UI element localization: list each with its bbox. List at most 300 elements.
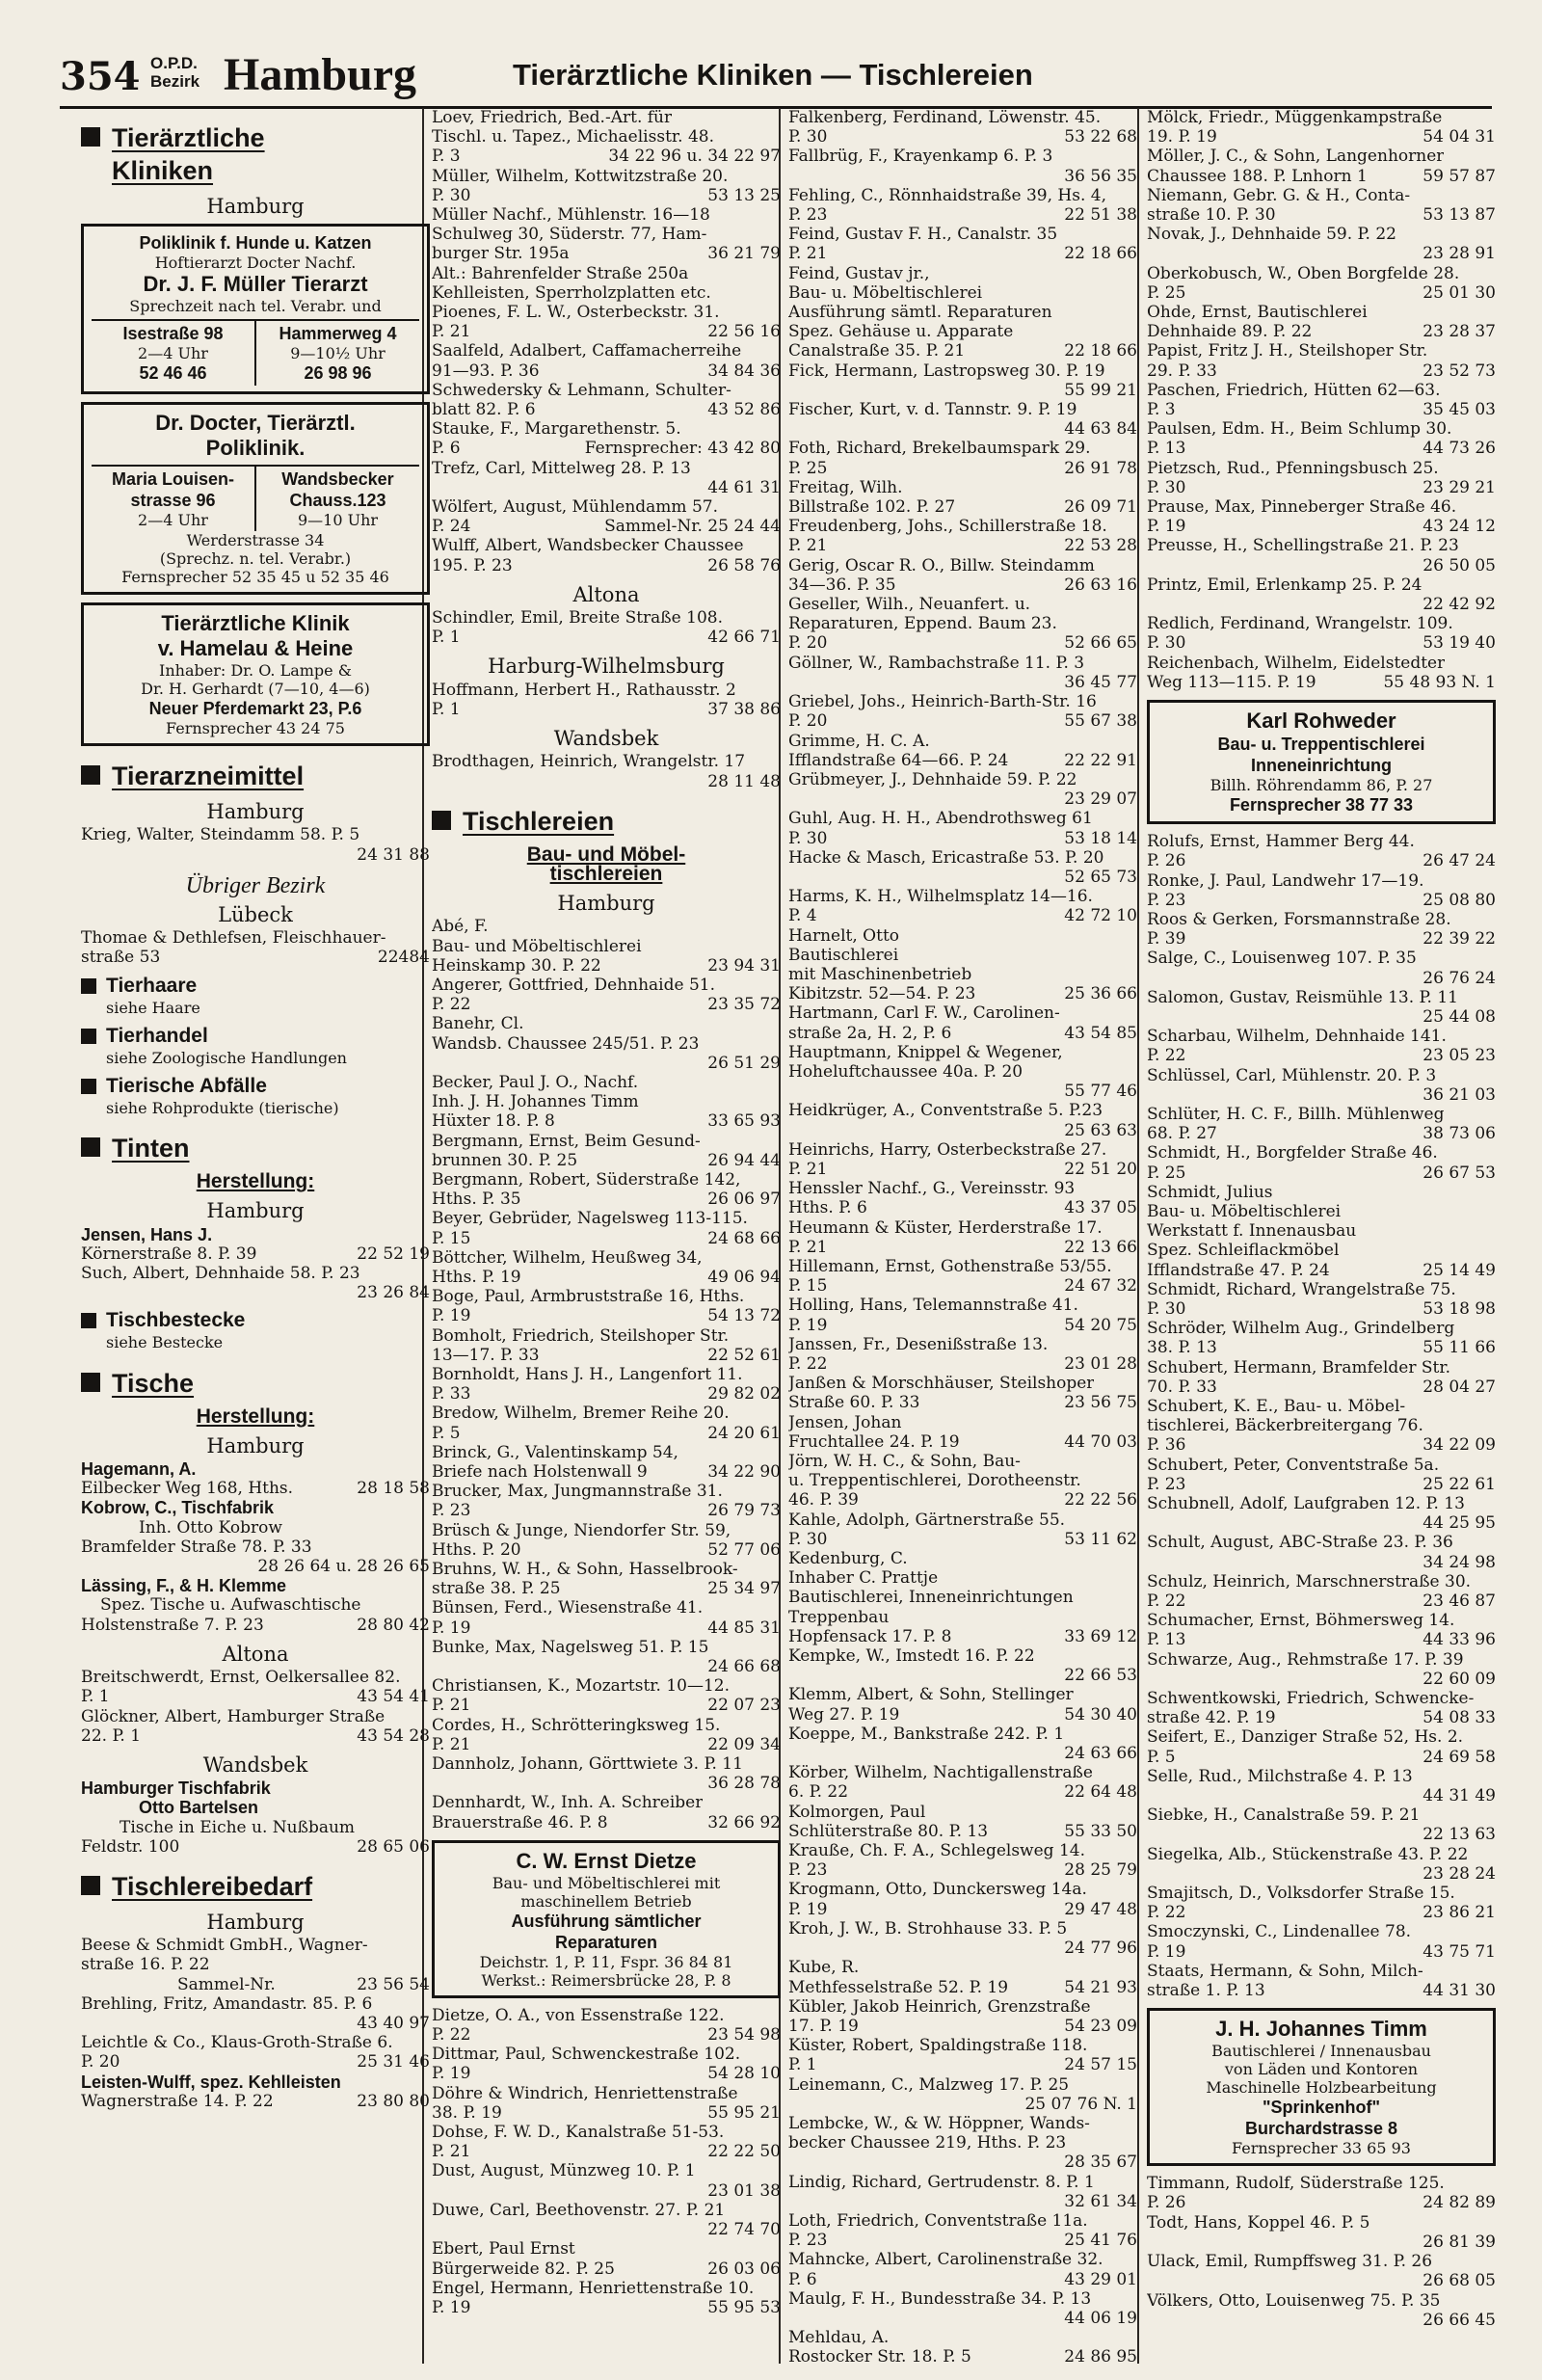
list-item: Dust, August, Münzweg 10. P. 1 (432, 2161, 696, 2181)
list-item: Schlüterstraße 80. P. 13 55 33 50 (788, 1821, 1137, 1841)
list-item: Loev, Friedrich, Bed.-Art. für (432, 108, 673, 127)
opd-label: O.P.D. Bezirk (150, 54, 200, 91)
list-item: Jörn, W. H. C., & Sohn, Bau- (788, 1452, 1021, 1472)
list-item: 44 31 49 (1422, 1786, 1496, 1806)
list-item: Bergmann, Robert, Süderstraße 142, (432, 1169, 741, 1190)
list-item: P. 19 43 75 71 (1147, 1941, 1496, 1962)
city-heading: Hamburg (206, 1910, 305, 1934)
list-item: P. 25 25 01 30 (1147, 282, 1496, 303)
list-item: P. 22 23 01 28 (788, 1354, 1137, 1374)
list-group (432, 608, 781, 647)
list-item: Kedenburg, C. (788, 1549, 908, 1569)
list-item: P. 21 22 18 66 (788, 244, 1137, 264)
list-item: Harnelt, Otto (788, 925, 900, 946)
list-item: Staats, Hermann, & Sohn, Milch- (1147, 1961, 1423, 1981)
list-item: P. 26 26 47 24 (1147, 851, 1496, 871)
section-square-icon (81, 978, 96, 994)
list-item: Hths. P. 19 49 06 94 (432, 1267, 781, 1287)
list-item: Schubert, Hermann, Bramfelder Str. (1147, 1357, 1451, 1377)
list-item: Schubnell, Adolf, Laufgraben 12. P. 13 (1147, 1494, 1465, 1513)
list-item: Paulsen, Edm. H., Beim Schlump 30. (1147, 419, 1452, 440)
list-item: Roos & Gerken, Forsmannstraße 28. (1147, 909, 1451, 929)
list-item: Küster, Robert, Spaldingstraße 118. (788, 2036, 1088, 2056)
section-square-icon (81, 1876, 100, 1895)
list-item: P. 6 43 29 01 (788, 2269, 1137, 2289)
list-item: 29. P. 33 23 52 73 (1147, 361, 1496, 381)
list-item: Kolmorgen, Paul (788, 1802, 926, 1822)
subsection-tierhaare: Tierhaare (81, 976, 430, 997)
list-item: Fischer, Kurt, v. d. Tannstr. 9. P. 19 (788, 400, 1077, 420)
list-item: 38. P. 19 55 95 21 (432, 2102, 781, 2123)
list-item: Hoffmann, Herbert H., Rathausstr. 2 (432, 680, 736, 700)
list-item: Schubert, K. E., Bau- u. Möbel- (1147, 1396, 1406, 1416)
list-item: 55 99 21 (1064, 380, 1137, 400)
list-item: Lembcke, W., & W. Höppner, Wands- (788, 2113, 1090, 2133)
list-item: 22 42 92 (1422, 595, 1496, 615)
list-item: P. 19 44 85 31 (432, 1618, 781, 1638)
list-item: Hartmann, Carl F. W., Carolinen- (788, 1003, 1060, 1024)
list-item: Guhl, Aug. H. H., Abendrothsweg 61 (788, 809, 1093, 829)
list-item: Brinck, G., Valentinskamp 54, (432, 1442, 678, 1462)
list-item: Pioenes, F. L. W., Osterbeckstr. 31. (432, 303, 720, 323)
list-item: 38. P. 13 55 11 66 (1147, 1338, 1496, 1358)
list-item: P. 20 52 66 65 (788, 633, 1137, 654)
list-item: Falkenberg, Ferdinand, Löwenstr. 45. (788, 108, 1102, 127)
list-item: P. 6 Fernsprecher: 43 42 80 (432, 439, 781, 459)
list-item: Rostocker Str. 18. P. 5 24 86 95 (788, 2347, 1137, 2367)
list-item: Hths. P. 35 26 06 97 (432, 1190, 781, 1210)
list-item: Treppenbau (788, 1607, 890, 1627)
page-number: 354 (60, 54, 141, 99)
list-item: Inhaber C. Prattje (788, 1568, 939, 1589)
list-item: Kübler, Jakob Heinrich, Grenzstraße (788, 1996, 1091, 2017)
list-item: straße 1. P. 13 44 31 30 (1147, 1981, 1496, 2001)
list-item: Ohde, Ernst, Bautischlerei (1147, 303, 1368, 323)
list-item: becker Chaussee 219, Hths. P. 23 (788, 2133, 1067, 2153)
list-item: Feldstr. 100 28 65 06 (81, 1836, 430, 1857)
list-item: P. 3 35 45 03 (1147, 400, 1496, 420)
city-heading: Hamburg (206, 1433, 305, 1457)
list-item: 23 26 84 (357, 1283, 430, 1303)
list-item: Bergmann, Ernst, Beim Gesund- (432, 1131, 701, 1151)
list-item: 22 66 53 (1064, 1666, 1137, 1686)
list-item: Ebert, Paul Ernst (432, 2239, 575, 2260)
list-item: 26 66 45 (1422, 2310, 1496, 2330)
list-item: Lindig, Richard, Gertrudenstr. 8. P. 1 (788, 2172, 1095, 2192)
list-item: Schwentkowski, Friedrich, Schwencke- (1147, 1689, 1475, 1709)
list-item: Jensen, Johan (788, 1412, 902, 1432)
list-item: Müller, Wilhelm, Kottwitzstraße 20. (432, 166, 729, 186)
list-item: Bürgerweide 82. P. 25 26 03 06 (432, 2259, 781, 2279)
list-item: 195. P. 23 26 58 76 (432, 555, 781, 575)
list-item: Jensen, Hans J. (81, 1224, 213, 1244)
list-item: 24 31 88 (357, 844, 430, 865)
list-item: 23 28 24 (1422, 1863, 1496, 1884)
section-square-icon (432, 811, 451, 830)
list-item: Freitag, Wilh. (788, 477, 903, 497)
list-item: Körber, Wilhelm, Nachtigallenstraße (788, 1763, 1093, 1783)
list-item: Reparaturen, Eppend. Baum 23. (788, 614, 1057, 634)
list-item: P. 1 42 66 71 (432, 628, 781, 648)
list-item: Dannholz, Johann, Görttwiete 3. P. 11 (432, 1754, 743, 1775)
list-item: Kroh, J. W., B. Strohhause 33. P. 5 (788, 1918, 1068, 1939)
list-item: P. 30 53 22 68 (788, 127, 1137, 147)
list-group (1147, 2174, 1496, 2330)
list-group (788, 108, 1137, 2367)
list-item: Otto Bartelsen (139, 1798, 259, 1818)
list-item: Billstraße 102. P. 27 26 09 71 (788, 497, 1137, 518)
list-item: 23 28 91 (1422, 244, 1496, 264)
list-item: Hths. P. 20 52 77 06 (432, 1539, 781, 1560)
list-item: Stauke, F., Margarethenstr. 5. (432, 419, 681, 440)
list-item: 24 63 66 (1064, 1744, 1137, 1764)
list-item: Schwarze, Aug., Rehmstraße 17. P. 39 (1147, 1649, 1464, 1670)
list-item: Krogmann, Otto, Dunckersweg 14a. (788, 1880, 1087, 1900)
list-item: P. 21 22 07 23 (432, 1696, 781, 1716)
list-item: P. 26 24 82 89 (1147, 2193, 1496, 2213)
list-item: straße 2a, H. 2, P. 6 43 54 85 (788, 1023, 1137, 1043)
city-heading: Hamburg (206, 800, 305, 824)
header-title: Tierärztliche Kliniken — Tischlereien (513, 58, 1033, 92)
list-item: Duwe, Carl, Beethovenstr. 27. P. 21 (432, 2200, 726, 2220)
list-item: Schlüssel, Carl, Mühlenstr. 20. P. 3 (1147, 1065, 1437, 1085)
list-item: Maulg, F. H., Bundesstraße 34. P. 13 (788, 2288, 1092, 2309)
list-item: Todt, Hans, Koppel 46. P. 5 (1147, 2212, 1370, 2233)
city-heading: Wandsbek (553, 727, 659, 751)
list-item: Harms, K. H., Wilhelmsplatz 14—16. (788, 887, 1093, 907)
list-item: Scharbau, Wilhelm, Dehnhaide 141. (1147, 1027, 1447, 1047)
section-tischlereien: Tischlereien (432, 805, 781, 838)
list-item: Methfesselstraße 52. P. 19 54 21 93 (788, 1977, 1137, 1997)
section-tischlereibedarf: Tischlereibedarf (81, 1870, 430, 1903)
list-item: Bünsen, Ferd., Wiesenstraße 41. (432, 1598, 704, 1618)
list-item: Bau- und Möbeltischlerei (432, 936, 642, 956)
list-item: P. 23 28 25 79 (788, 1860, 1137, 1881)
list-item: Ifflandstraße 47. P. 24 25 14 49 (1147, 1260, 1496, 1280)
list-group (432, 752, 781, 790)
list-item: blatt 82. P. 6 43 52 86 (432, 400, 781, 420)
list-item: Hoheluftchaussee 40a. P. 20 (788, 1061, 1024, 1082)
list-item: 26 51 29 (707, 1053, 781, 1073)
list-item: 44 25 95 (1422, 1513, 1496, 1534)
list-item: Holstenstraße 7. P. 23 28 80 42 (81, 1615, 430, 1635)
list-item: Briefe nach Holstenwall 9 34 22 90 (432, 1462, 781, 1482)
list-item: Mölck, Friedr., Müggenkampstraße (1147, 108, 1443, 127)
list-item: 43 40 97 (357, 2013, 430, 2033)
list-item: tischlerei, Bäckerbreitergang 76. (1147, 1416, 1423, 1436)
list-item: Lässing, F., & H. Klemme (81, 1576, 287, 1596)
list-item: P. 23 25 41 76 (788, 2231, 1137, 2251)
column-4 (1147, 108, 1496, 2330)
list-item: Weg 113—115. P. 19 55 48 93 N. 1 (1147, 672, 1496, 692)
list-item: 36 56 35 (1064, 166, 1137, 186)
list-item: Hopfensack 17. P. 8 33 69 12 (788, 1626, 1137, 1646)
list-item: Tische in Eiche u. Nußbaum (120, 1817, 356, 1837)
list-item: P. 22 23 54 98 (432, 2025, 781, 2046)
list-item: Kehlleisten, Sperrholzplatten etc. (432, 282, 711, 303)
list-item: Hacke & Masch, Ericastraße 53. P. 20 (788, 847, 1104, 868)
section-tische: Tische (81, 1367, 430, 1400)
list-item: 26 50 05 (1422, 555, 1496, 575)
list-item: Spez. Tische u. Aufwaschtische (100, 1595, 361, 1616)
list-item: P. 19 29 47 48 (788, 1899, 1137, 1919)
list-item: Kempke, W., Imstedt 16. P. 22 (788, 1646, 1035, 1667)
list-item: Hüxter 18. P. 8 33 65 93 (432, 1111, 781, 1132)
region-heading: Übriger Bezirk (185, 872, 326, 898)
column-3 (788, 108, 1137, 2367)
list-item: P. 19 54 28 10 (432, 2064, 781, 2084)
list-item: P. 25 26 67 53 (1147, 1163, 1496, 1183)
list-item: 44 06 19 (1064, 2308, 1137, 2328)
header-city: Hamburg (224, 49, 417, 100)
list-item: 36 21 03 (1422, 1084, 1496, 1105)
list-item: Bautischlerei, Inneneinrichtungen (788, 1588, 1074, 1608)
list-item: Siebke, H., Canalstraße 59. P. 21 (1147, 1805, 1421, 1826)
list-item: 22 13 63 (1422, 1825, 1496, 1845)
column-rule (1137, 108, 1139, 2364)
list-item: 32 61 34 (1064, 2191, 1137, 2211)
list-item: Fallbrüg, F., Krayenkamp 6. P. 3 (788, 147, 1053, 167)
list-item: straße 10. P. 30 53 13 87 (1147, 205, 1496, 226)
list-item: burger Str. 195a 36 21 79 (432, 244, 781, 264)
list-item: P. 21 22 56 16 (432, 322, 781, 342)
list-item: P. 30 53 18 98 (1147, 1298, 1496, 1319)
list-item: Leichtle & Co., Klaus-Groth-Straße 6. (81, 2033, 393, 2053)
list-item: Janßen & Morschhäuser, Steilshoper (788, 1374, 1095, 1394)
list-item: Böttcher, Wilhelm, Heußweg 34, (432, 1247, 703, 1268)
section-square-icon (81, 1373, 100, 1392)
list-item: Schulweg 30, Süderstr. 77, Ham- (432, 225, 707, 245)
list-item: Brodthagen, Heinrich, Wrangelstr. 17 (432, 752, 746, 772)
list-item: straße 16. P. 22 (81, 1955, 210, 1975)
list-item: Schröder, Wilhelm Aug., Grindelberg (1147, 1319, 1455, 1339)
list-item: 55 77 46 (1064, 1082, 1137, 1102)
list-item: P. 15 24 68 66 (432, 1228, 781, 1248)
list-item: Glöckner, Albert, Hamburger Straße (81, 1706, 386, 1726)
section-square-icon (81, 1137, 100, 1157)
list-item: P. 23 26 79 73 (432, 1501, 781, 1521)
list-item: P. 19 43 24 12 (1147, 517, 1496, 537)
list-item: Inh. Otto Kobrow (139, 1517, 282, 1538)
list-item: Weg 27. P. 19 54 30 40 (788, 1704, 1137, 1725)
list-item: Preusse, H., Schellingstraße 21. P. 23 (1147, 536, 1459, 556)
list-item: Mehldau, A. (788, 2328, 890, 2348)
section-square-icon (81, 1313, 96, 1328)
list-item: Brüsch & Junge, Niendorfer Str. 59, (432, 1520, 731, 1540)
list-item: P. 4 42 72 10 (788, 906, 1137, 926)
list-item: Canalstraße 35. P. 21 22 18 66 (788, 341, 1137, 361)
list-item: 6. P. 22 22 64 48 (788, 1782, 1137, 1803)
ad-box-dietze: C. W. Ernst Dietze Bau- und Möbeltischlerei mit maschinellem Betrieb Ausführung sämtlicher Reparaturen Deichstr. 1, P. 11, Fspr. 36 84 81 Werkst.: Reimersbrücke 28, P. 8 (432, 1840, 781, 1998)
list-item: P. 1 24 57 15 (788, 2055, 1137, 2075)
list-item: 23 01 38 (707, 2180, 781, 2201)
list-item: 34—36. P. 35 26 63 16 (788, 575, 1137, 595)
list-item: Chaussee 188. P. Lnhorn 1 59 57 87 (1147, 166, 1496, 186)
list-item: Seifert, E., Danziger Straße 52, Hs. 2. (1147, 1727, 1464, 1748)
list-group (432, 108, 781, 575)
list-item: P. 21 22 53 28 (788, 536, 1137, 556)
list-item: Wölfert, August, Mühlendamm 57. (432, 497, 718, 518)
cross-reference: siehe Haare (106, 998, 200, 1017)
list-item: Tischl. u. Tapez., Michaelisstr. 48. (432, 127, 715, 147)
list-item: Loth, Friedrich, Conventstraße 11a. (788, 2210, 1088, 2231)
list-item: Redlich, Ferdinand, Wrangelstr. 109. (1147, 614, 1453, 634)
list-item: Rolufs, Ernst, Hammer Berg 44. (1147, 832, 1415, 852)
list-item: Salge, C., Louisenweg 107. P. 35 (1147, 949, 1417, 969)
list-item: Kobrow, C., Tischfabrik (81, 1498, 275, 1518)
herstellung-heading: Herstellung: (196, 1404, 315, 1428)
list-item: Novak, J., Dehnhaide 59. P. 22 (1147, 225, 1396, 245)
cross-reference: siehe Zoologische Handlungen (106, 1048, 347, 1067)
list-item: Wulff, Albert, Wandsbecker Chaussee (432, 536, 744, 556)
list-item: Kube, R. (788, 1958, 860, 1978)
list-item: Dittmar, Paul, Schwenckestraße 102. (432, 2045, 741, 2065)
list-item: Eilbecker Weg 168, Hths. 28 18 58 (81, 1479, 430, 1499)
list-item: Schubert, Peter, Conventstraße 5a. (1147, 1455, 1440, 1475)
list-item: P. 39 22 39 22 (1147, 929, 1496, 949)
section-tierarzneimittel: Tierarzneimittel (81, 760, 430, 792)
list-group (432, 2006, 781, 2317)
list-item: straße 42. P. 19 54 08 33 (1147, 1708, 1496, 1728)
list-item: P. 36 34 22 09 (1147, 1435, 1496, 1456)
list-item: Schwedersky & Lehmann, Schulter- (432, 380, 731, 400)
list-item: Wandsb. Chaussee 245/51. P. 23 (432, 1033, 700, 1054)
list-item: Feind, Gustav F. H., Canalstr. 35 (788, 225, 1058, 245)
list-item: 17. P. 19 54 23 09 (788, 2016, 1137, 2036)
list-item: Janssen, Fr., Desenißstraße 13. (788, 1334, 1049, 1354)
section-square-icon (81, 1029, 96, 1044)
subsection-bau-moebel: Bau- und Möbel- tischlereien (526, 842, 686, 885)
list-item: 36 28 78 (707, 1774, 781, 1794)
list-item: Heidkrüger, A., Conventstraße 5. P.23 (788, 1101, 1103, 1121)
subsection-tierhandel: Tierhandel (81, 1026, 430, 1047)
list-item: P. 22 23 46 87 (1147, 1591, 1496, 1612)
list-item: 91—93. P. 36 34 84 36 (432, 361, 781, 381)
list-item: Holling, Hans, Telemannstraße 41. (788, 1296, 1078, 1316)
list-item: Hths. P. 6 43 37 05 (788, 1198, 1137, 1218)
list-item: 46. P. 39 22 22 56 (788, 1490, 1137, 1511)
list-item: Heinskamp 30. P. 22 23 94 31 (432, 955, 781, 976)
list-item: Trefz, Carl, Mittelweg 28. P. 13 (432, 458, 691, 478)
list-item: Beyer, Gebrüder, Nagelsweg 113-115. (432, 1209, 748, 1229)
list-group (432, 917, 781, 1832)
list-item: 70. P. 33 28 04 27 (1147, 1377, 1496, 1397)
list-item: straße 53 22484 (81, 948, 430, 968)
list-item: Boge, Paul, Armbruststraße 16, Hths. (432, 1287, 745, 1307)
section-square-icon (81, 127, 100, 147)
cross-reference: siehe Bestecke (106, 1333, 224, 1352)
list-item: Grübmeyer, J., Dehnhaide 59. P. 22 (788, 769, 1077, 789)
list-item: Saalfeld, Adalbert, Caffamacherreihe (432, 341, 742, 361)
list-item: Bornholdt, Hans J. H., Langenfort 11. (432, 1364, 743, 1384)
list-item: P. 5 24 69 58 (1147, 1747, 1496, 1767)
city-heading: Wandsbek (202, 1752, 308, 1777)
list-item: Ifflandstraße 64—66. P. 24 22 22 91 (788, 750, 1137, 770)
list-item: P. 25 26 91 78 (788, 458, 1137, 478)
list-item: Leisten-Wulff, spez. Kehlleisten (81, 2072, 341, 2092)
list-item: Körnerstraße 8. P. 39 22 52 19 (81, 1243, 430, 1264)
list-item: Foth, Richard, Brekelbaumspark 29. (788, 439, 1091, 459)
section-square-icon (81, 765, 100, 785)
list-item: Paschen, Friedrich, Hütten 62—63. (1147, 380, 1441, 400)
list-item: 44 61 31 (707, 477, 781, 497)
list-item: Völkers, Otto, Louisenweg 75. P. 35 (1147, 2290, 1441, 2311)
list-item: P. 19 55 95 53 (432, 2297, 781, 2317)
list-item: P. 21 22 22 50 (432, 2142, 781, 2162)
list-item: Mahncke, Albert, Carolinenstraße 32. (788, 2250, 1103, 2270)
column-2 (432, 108, 781, 2317)
list-item: u. Treppentischlerei, Dorotheenstr. (788, 1471, 1081, 1491)
list-item: 44 63 84 (1064, 419, 1137, 440)
list-item: Leinemann, C., Malzweg 17. P. 25 (788, 2074, 1070, 2095)
list-item: straße 38. P. 25 25 34 97 (432, 1579, 781, 1599)
list-item: Bredow, Wilhelm, Bremer Reihe 20. (432, 1404, 730, 1424)
list-item: 19. P. 19 54 04 31 (1147, 127, 1496, 147)
list-item: 22 60 09 (1422, 1669, 1496, 1689)
list-item: Geseller, Wilh., Neuanfert. u. (788, 595, 1031, 615)
list-item: Bramfelder Straße 78. P. 33 (81, 1537, 312, 1557)
list-item: 22. P. 1 43 54 28 (81, 1725, 430, 1746)
list-item: Engel, Hermann, Henriettenstraße 10. (432, 2278, 755, 2298)
list-item: Schindler, Emil, Breite Straße 108. (432, 608, 723, 628)
list-item: Cordes, H., Schrötteringksweg 15. (432, 1715, 721, 1735)
list-item: Alt.: Bahrenfelder Straße 250a (432, 263, 689, 283)
list-item: P. 20 55 67 38 (788, 711, 1137, 732)
list-item: 28 11 48 (707, 771, 781, 791)
list-item: P. 30 53 11 62 (788, 1529, 1137, 1549)
list-item: Ausführung sämtl. Reparaturen (788, 303, 1052, 323)
list-item: Hillemann, Ernst, Gothenstraße 53/55. (788, 1256, 1112, 1276)
list-item: Papist, Fritz J. H., Steilshoper Str. (1147, 341, 1428, 361)
list-item: Döhre & Windrich, Henriettenstraße (432, 2083, 738, 2103)
list-item: Such, Albert, Dehnhaide 58. P. 23 (81, 1264, 360, 1284)
list-item: 22 74 70 (707, 2220, 781, 2240)
list-item: Schumacher, Ernst, Böhmersweg 14. (1147, 1611, 1455, 1631)
list-item: Bau- u. Möbeltischlerei (1147, 1201, 1342, 1221)
list-item: P. 5 24 20 61 (432, 1423, 781, 1443)
list-item: Müller Nachf., Mühlenstr. 16—18 (432, 205, 710, 226)
list-item: Niemann, Gebr. G. & H., Conta- (1147, 185, 1411, 205)
list-item: 24 66 68 (707, 1657, 781, 1677)
herstellung-heading: Herstellung: (196, 1170, 315, 1193)
list-item: Heinrichs, Harry, Osterbeckstraße 27. (788, 1139, 1107, 1160)
list-item: Sammel-Nr. 23 56 54 (177, 1974, 430, 1994)
list-item: Krauße, Ch. F. A., Schlegelsweg 14. (788, 1841, 1085, 1861)
city-heading: Altona (572, 582, 640, 606)
subsection-tierische-abfaelle: Tierische Abfälle (81, 1076, 430, 1097)
list-item: P. 30 53 19 40 (1147, 633, 1496, 654)
list-item: Breitschwerdt, Ernst, Oelkersallee 82. (81, 1668, 401, 1688)
city-heading: Harburg-Wilhelmsburg (488, 655, 725, 679)
list-item: 68. P. 27 38 73 06 (1147, 1124, 1496, 1144)
list-item: Angerer, Gottfried, Dehnhaide 51. (432, 975, 715, 995)
list-item: Abé, F. (432, 917, 489, 937)
list-item: Fick, Hermann, Lastropsweg 30. P. 19 (788, 361, 1105, 381)
list-item: Klemm, Albert, & Sohn, Stellinger (788, 1685, 1074, 1705)
list-item: Feind, Gustav jr., (788, 263, 930, 283)
list-item: Griebel, Johs., Heinrich-Barth-Str. 16 (788, 692, 1097, 712)
list-item: P. 22 23 35 72 (432, 995, 781, 1015)
list-item: P. 1 37 38 86 (432, 699, 781, 719)
list-item: 24 77 96 (1064, 1939, 1137, 1959)
list-item: Brucker, Max, Jungmannstraße 31. (432, 1482, 723, 1502)
list-item: Hamburger Tischfabrik (81, 1778, 271, 1799)
list-group (1147, 108, 1496, 692)
list-item: Smoczynski, C., Lindenallee 78. (1147, 1922, 1412, 1942)
list-item: Ulack, Emil, Rumpffsweg 31. P. 26 (1147, 2252, 1433, 2272)
list-item: Siegelka, Alb., Stückenstraße 43. P. 22 (1147, 1844, 1469, 1864)
list-item: Brauerstraße 46. P. 8 32 66 92 (432, 1812, 781, 1832)
